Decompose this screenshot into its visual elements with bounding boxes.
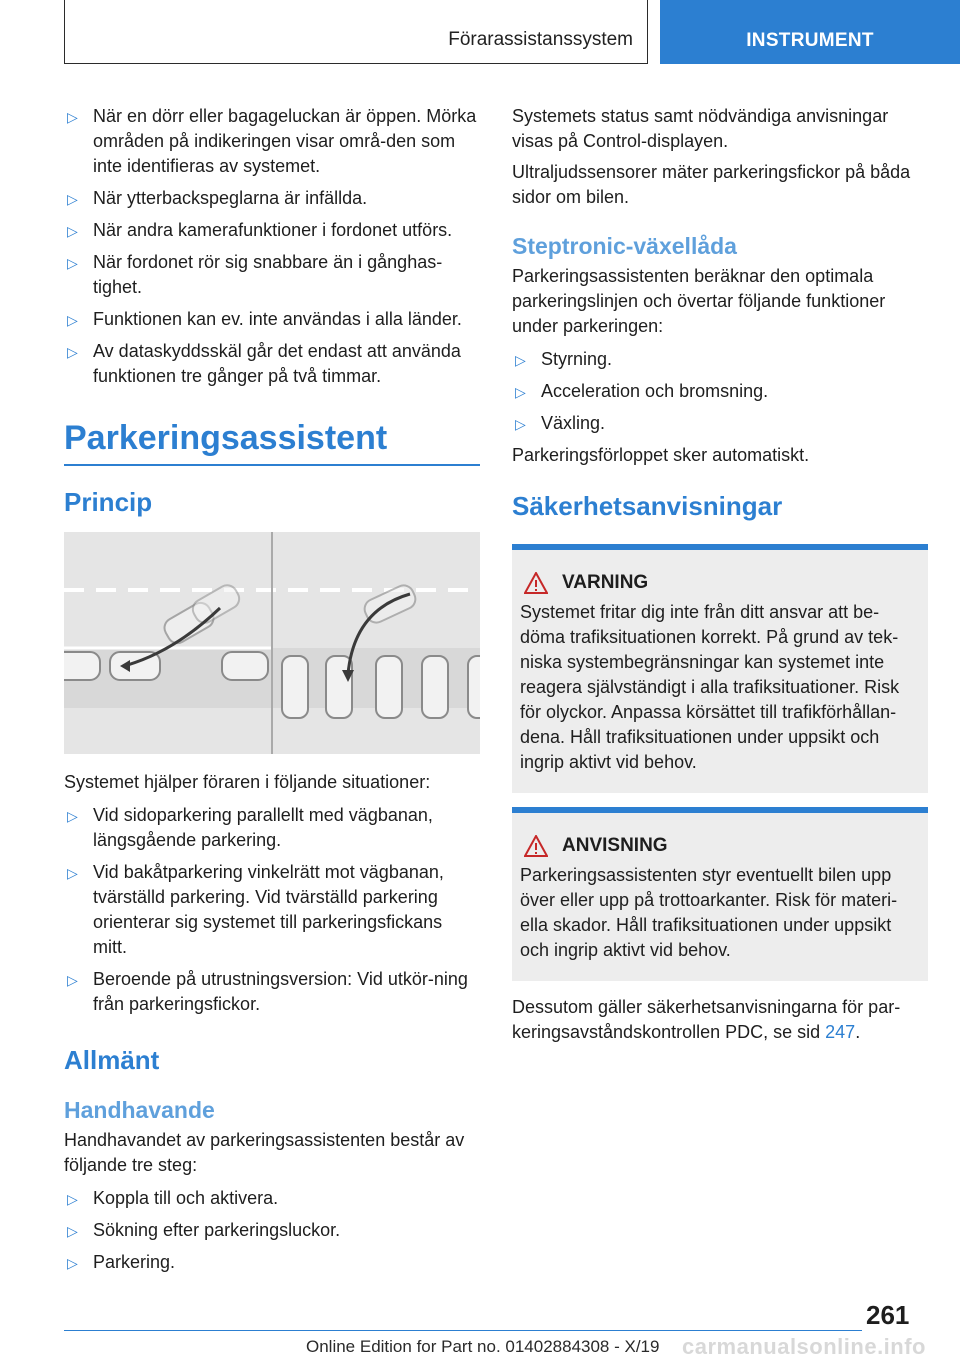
- triangle-bullet-icon: ▷: [67, 223, 78, 239]
- warning-box: [512, 544, 928, 793]
- heading-steptronic: Steptronic-växellåda: [512, 233, 737, 259]
- triangle-bullet-icon: ▷: [67, 255, 78, 271]
- triangle-bullet-icon: ▷: [67, 972, 78, 988]
- steptronic-text: Parkeringsassistenten beräknar den optimala parkeringslinjen och övertar följande funktioner under parkeringen:: [512, 266, 886, 336]
- heading-safety: Säkerhetsanvisningar: [512, 491, 783, 521]
- header-section-title: [64, 0, 648, 64]
- list-item: ▷ Växling.: [512, 411, 928, 436]
- page-number: 261: [866, 1300, 910, 1330]
- list-item: ▷ Acceleration och bromsning.: [512, 379, 928, 404]
- list-item: ▷ Koppla till och aktivera.: [64, 1186, 480, 1211]
- automatic-text: Parkeringsförloppet sker automatiskt.: [512, 445, 810, 465]
- triangle-bullet-icon: ▷: [515, 384, 526, 400]
- triangle-bullet-icon: ▷: [67, 312, 78, 328]
- warning-title: VARNING: [562, 572, 649, 593]
- list-item: ▷ Parkering.: [64, 1250, 480, 1275]
- left-column: [64, 104, 480, 1282]
- heading-handhavande: Handhavande: [64, 1097, 215, 1123]
- section-title: Förarassistanssystem: [448, 29, 633, 50]
- heading-allmant: Allmänt: [64, 1045, 160, 1075]
- edition-text: Online Edition for Part no. 01402884308 - X/19: [306, 1337, 660, 1356]
- list-item: ▷ Vid bakåtparkering vinkelrätt mot vägbanan, tvärställd parkering. Vid tvärställd parkering orienterar sig systemet till parkeringsfickans mitt.: [67, 862, 444, 957]
- triangle-bullet-icon: ▷: [67, 808, 78, 824]
- notice-box: [512, 807, 928, 981]
- list-item: ▷ Styrning.: [512, 347, 928, 372]
- right-column: [512, 104, 928, 1045]
- list-item: ▷ Av dataskyddsskäl går det endast att använda funktionen tre gånger på två timmar.: [67, 341, 461, 386]
- parking-diagram-image: [64, 532, 480, 754]
- situations-list: [64, 803, 480, 1017]
- parking-illustration: [64, 532, 480, 754]
- chapter-title: INSTRUMENT: [746, 30, 874, 51]
- limitations-list: [64, 104, 480, 389]
- triangle-bullet-icon: ▷: [67, 865, 78, 881]
- notice-title: ANVISNING: [562, 835, 668, 856]
- header-chapter-tab[interactable]: [660, 0, 960, 64]
- triangle-bullet-icon: ▷: [515, 416, 526, 432]
- watermark: carmanualsonline.info: [682, 1334, 926, 1359]
- functions-list: [512, 347, 928, 436]
- list-item: ▷ Beroende på utrustningsversion: Vid utkör-ning från parkeringsfickor.: [67, 969, 468, 1014]
- list-item: ▷ När en dörr eller bagageluckan är öppen. Mörka områden på indikeringen visar områ-den som inte identifieras av systemet.: [67, 106, 477, 176]
- handhavande-text: Handhavandet av parkeringsassistenten består av följande tre steg:: [64, 1130, 465, 1175]
- notice-header: [520, 835, 920, 857]
- page-title: Parkeringsassistent: [64, 418, 480, 466]
- closing-paragraph: Dessutom gäller säkerhetsanvisningarna för par-keringsavståndskontrollen PDC, se sid 247.: [512, 997, 901, 1042]
- list-item: ▷ Vid sidoparkering parallellt med vägbanan, längsgående parkering.: [67, 805, 433, 850]
- list-item: ▷ Sökning efter parkeringsluckor.: [64, 1218, 480, 1243]
- heading-princip: Princip: [64, 487, 153, 517]
- warning-text: Systemet fritar dig inte från ditt ansvar att be-döma trafiksituationen korrekt. På grund av tek-niska systembegränsningar kan systemet inte reagera självständigt i alla trafiksituationer. Risk för olyckor. Anpassa körsättet till trafikförhållan-dena. Håll trafiksituationen under uppsikt och ingrip aktivt vid behov.: [520, 602, 900, 772]
- steps-list: [64, 1186, 480, 1275]
- triangle-bullet-icon: ▷: [67, 191, 78, 207]
- page-reference-link[interactable]: 247: [825, 1022, 856, 1042]
- sensor-text: Ultraljudssensorer mäter parkeringsfickor på båda sidor om bilen.: [512, 162, 911, 207]
- triangle-bullet-icon: ▷: [67, 1223, 78, 1239]
- warning-header: [520, 572, 920, 594]
- caution-triangle-icon: [524, 835, 548, 857]
- footer-divider: [64, 1330, 862, 1331]
- warning-triangle-icon: [524, 572, 548, 594]
- triangle-bullet-icon: ▷: [67, 1191, 78, 1207]
- list-item: ▷ När andra kamerafunktioner i fordonet utförs.: [64, 218, 480, 243]
- status-text: Systemets status samt nödvändiga anvisningar visas på Control-displayen.: [512, 106, 889, 151]
- list-item: ▷ Funktionen kan ev. inte användas i alla länder.: [64, 307, 480, 332]
- list-item: ▷ När fordonet rör sig snabbare än i gånghas-tighet.: [67, 252, 443, 297]
- triangle-bullet-icon: ▷: [515, 352, 526, 368]
- list-item: ▷ När ytterbackspeglarna är infällda.: [64, 186, 480, 211]
- triangle-bullet-icon: ▷: [67, 344, 78, 360]
- triangle-bullet-icon: ▷: [67, 109, 78, 125]
- notice-text: Parkeringsassistenten styr eventuellt bilen upp över eller upp på trottoarkanter. Risk för materi-ella skador. Håll trafiksituationen under uppsikt och ingrip aktivt vid behov.: [520, 865, 898, 960]
- intro-text: Systemet hjälper föraren i följande situationer:: [64, 772, 431, 792]
- triangle-bullet-icon: ▷: [67, 1255, 78, 1271]
